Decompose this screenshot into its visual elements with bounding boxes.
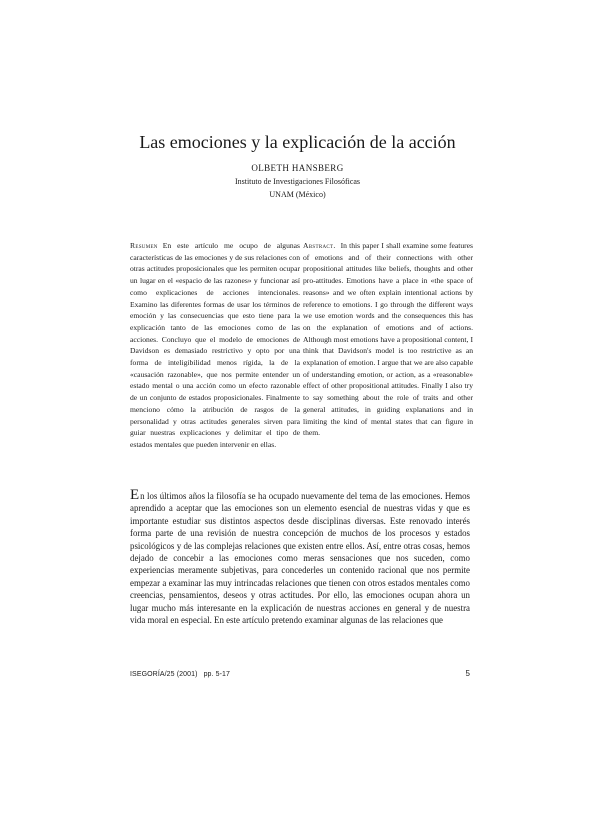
abstract-spanish: [130, 240, 300, 451]
footer-citation: [130, 670, 230, 679]
body-paragraph: [130, 487, 470, 626]
abstract-english-label: Abstract.: [303, 241, 336, 250]
abstract-spanish-text: En este artículo me ocupo de algunas características de las emociones y de sus relaciones con otras actitudes proposicionales que les permiten ocupar un lugar en el «espacio de las razones» y funcionar así como explicaciones de acciones intencionales. Examino las diferentes formas de usar los términos de emoción y las consecuencias que esto tiene para la explicación tanto de las emociones como de las acciones. Concluyo que el modelo de emociones de Davidson es demasiado restrictivo y opto por una forma de inteligibilidad menos rígida, la de la «causación razonable», que nos permite entender un estado mental o una acción como un efecto razonable de un conjunto de estados proposicionales. Finalmente menciono cómo la atribución de rasgos de la personalidad y otras actitudes generales sirven para guiar nuestras explicaciones y delimitar el tipo de estados mentales que pueden intervenir en ellas.: [130, 241, 300, 449]
article-title: Las emociones y la explicación de la acción: [139, 132, 456, 152]
abstract-spanish-label: Resumen: [130, 241, 158, 250]
footer-journal: ISEGORÍA/25 (2001): [130, 671, 198, 678]
drop-cap: E: [130, 487, 140, 503]
abstract-english-text: In this paper I shall examine some features of emotions and of their connections with other propositional attitudes like beliefs, thoughts and other pro-attitudes. Emotions have a place in «the space of reasons» and we often explain intentional actions by reference to emotions. I go through the different ways we use emotion words and the consequences this has on the explanation of emotions and of actions. Although most emotions have a propositional content, I think that Davidson's model is too restrictive as an explanation of emotion. I argue that we are also capable of understanding emotion, or action, as a «reasonable» effect of other propositional attitudes. Finally I also try to say something about the role of traits and other general attitudes, in guiding explanations and in limiting the kind of mental states that can figure in them.: [303, 241, 473, 438]
abstract-english: [303, 240, 473, 439]
article-author: OLBETH HANSBERG: [251, 163, 344, 173]
footer-pages: pp. 5-17: [203, 671, 231, 678]
page-number: 5: [465, 669, 470, 678]
author-affiliation-institute: Instituto de Investigaciones Filosóficas: [234, 177, 361, 186]
body-paragraph-text: n los últimos años la filosofía se ha ocupado nuevamente del tema de las emociones. Hemos aprendido a aceptar que las emociones son un elemento esencial de nuestras vidas y que es importante estudiar sus distintos aspectos desde disciplinas diversas. Este renovado interés forma parte de una revisión de nuestra concepción de muchos de los procesos y estados psicológicos y de las complejas relaciones que existen entre ellos. Así, entre otras cosas, hemos dejado de concebir a las emociones como meras sensaciones que nos suceden, como experiencias meramente subjetivas, para concederles un contenido racional que nos permite empezar a examinar las muy intrincadas relaciones que tienen con otros estados mentales como creencias, pensamientos, deseos y otras actitudes. Por ello, las emociones ocupan ahora un lugar mucho más interesante en la explicación de nuestras acciones en general y de nuestra vida moral en especial. En este artículo pretendo examinar algunas de las relaciones que: [130, 491, 470, 626]
author-affiliation-university: UNAM (México): [269, 190, 326, 199]
